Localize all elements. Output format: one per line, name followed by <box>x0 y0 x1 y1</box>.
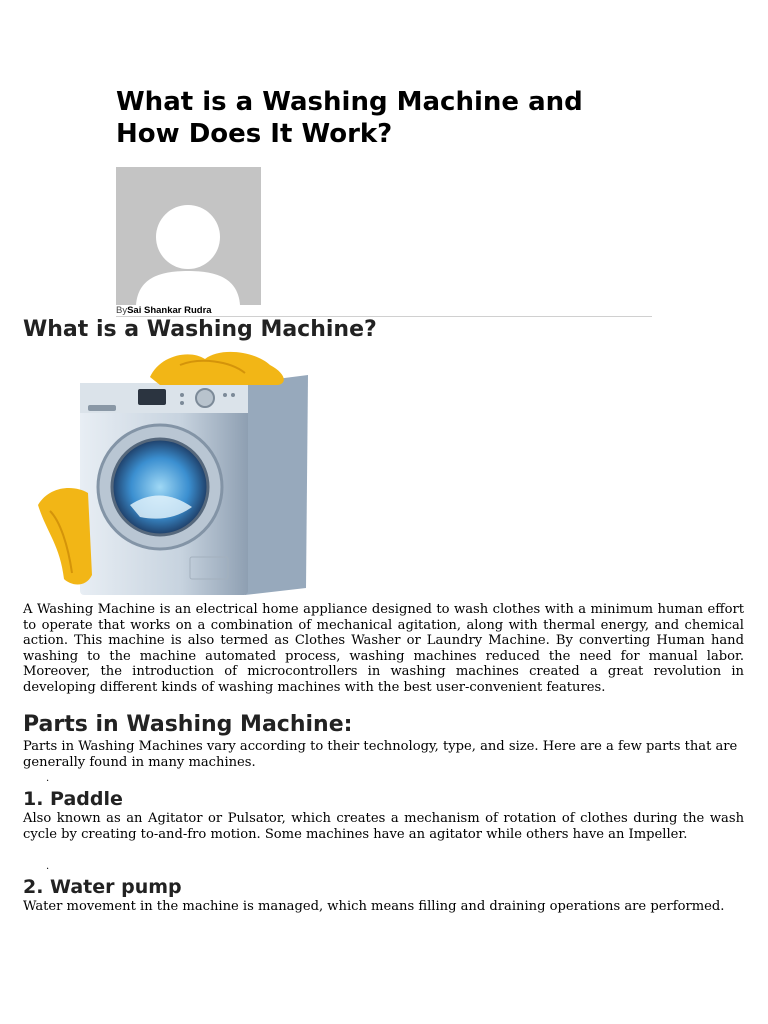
author-avatar <box>116 167 261 305</box>
section-heading-intro: What is a Washing Machine? <box>23 317 377 342</box>
author-name[interactable]: Sai Shankar Rudra <box>127 305 212 316</box>
intro-paragraph: A Washing Machine is an electrical home appliance designed to wash clothes with a minimum human effort to operate that works on a combination of mechanical agitation, along with thermal energy, and chemical action. This machine is also termed as Clothes Washer or Laundry Machine. By converting Human hand washing to the machine automated process, washing machines reduced the need for manual labor. Moreover, the introduction of microcontrollers in washing machines created a great revolution in developing different kinds of washing machines with the best user-convenient features. <box>23 602 744 695</box>
subheading-paddle: 1. Paddle <box>23 788 123 810</box>
article-title-line-1: What is a Washing Machine and <box>116 87 583 117</box>
water-pump-paragraph: Water movement in the machine is managed, which means filling and draining operations are performed. <box>23 899 725 914</box>
washing-machine-image <box>30 345 315 600</box>
article-title-line-2: How Does It Work? <box>116 119 393 149</box>
washing-machine-illustration <box>30 345 315 600</box>
article-title <box>116 86 676 150</box>
parts-intro-paragraph: Parts in Washing Machines vary according to their technology, type, and size. Here are a few parts that are generally found in many machines. <box>23 739 738 770</box>
list-bullet: . <box>46 773 50 784</box>
paddle-paragraph: Also known as an Agitator or Pulsator, which creates a mechanism of rotation of clothes during the wash cycle by creating to-and-fro motion. Some machines have an agitator while others have an Impeller. <box>23 811 744 842</box>
byline <box>116 305 212 316</box>
list-bullet: . <box>46 861 50 872</box>
byline-prefix: By <box>116 305 128 316</box>
section-heading-parts: Parts in Washing Machine: <box>23 712 353 737</box>
person-silhouette-icon <box>116 167 261 305</box>
subheading-water-pump: 2. Water pump <box>23 876 182 898</box>
